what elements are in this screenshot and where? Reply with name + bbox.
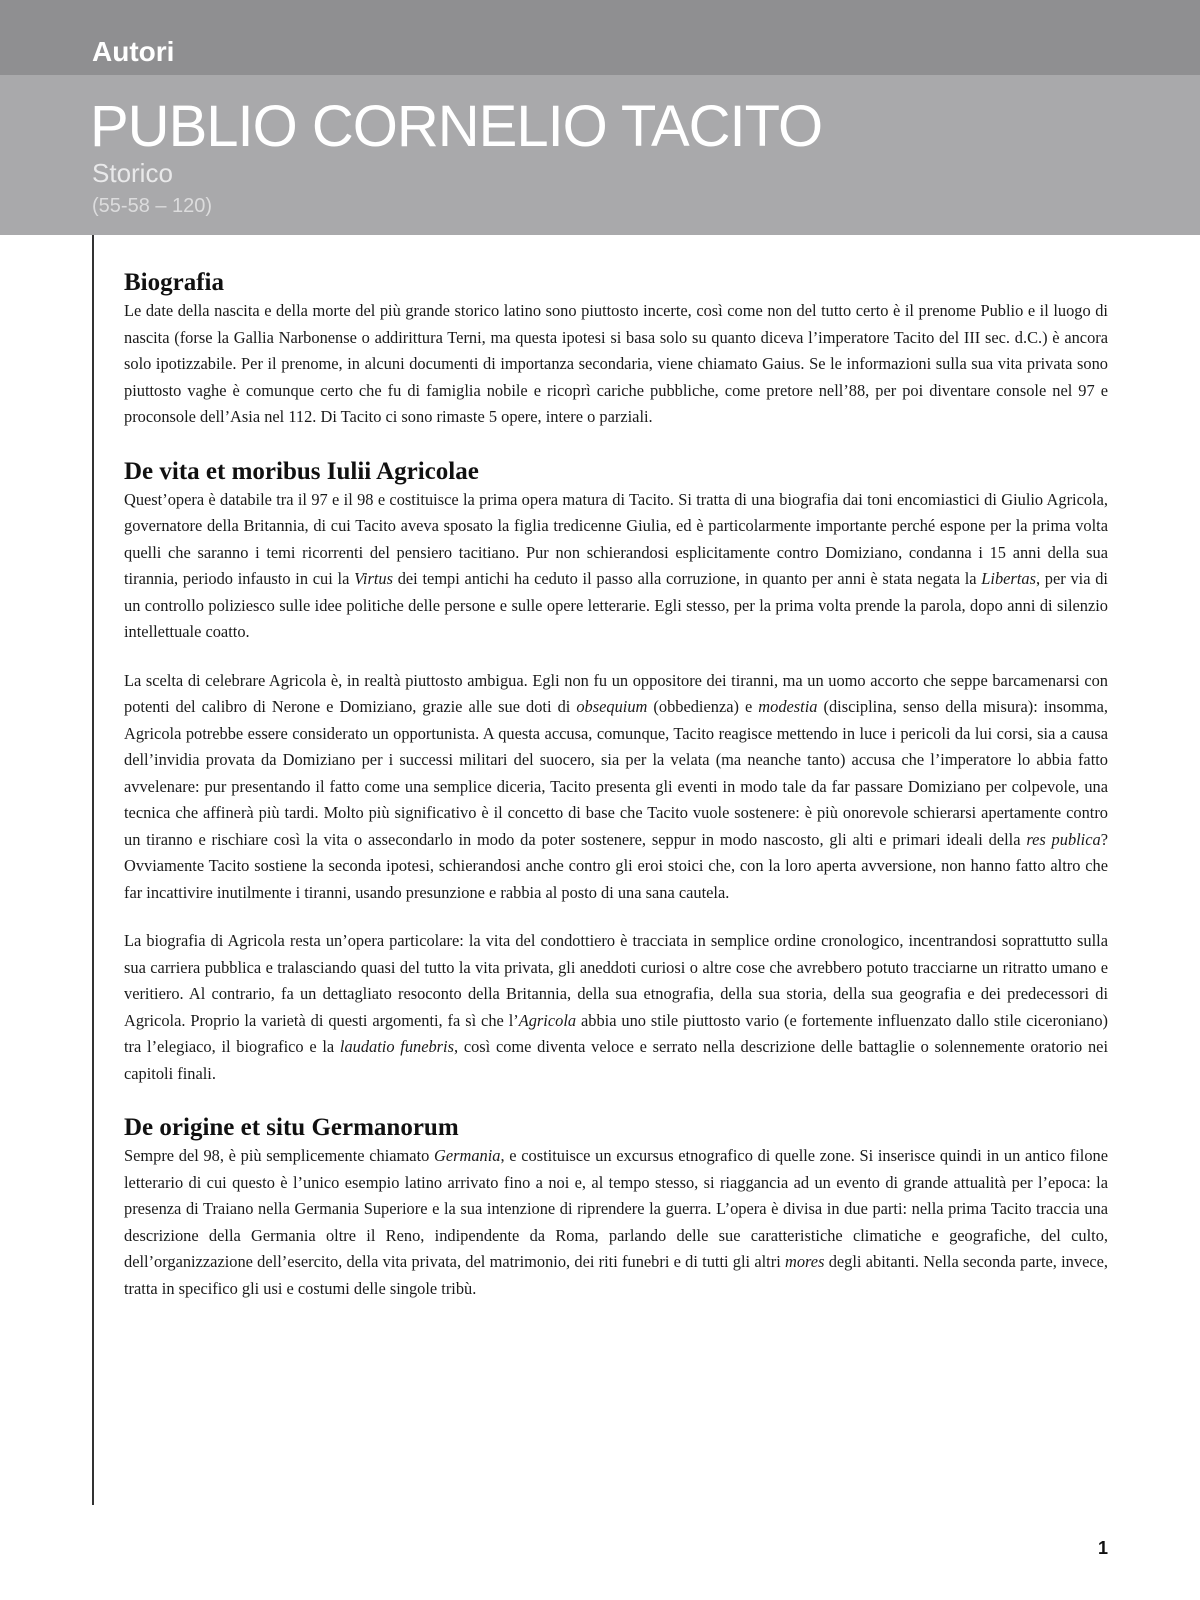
text-run: Le date della nascita e della morte del più grande storico latino sono piuttosto incerte, così come non del tutto certo è il prenome Publio e il luogo di nascita (forse la Gallia Narbonense o addirittura Terni, ma questa ipotesi si basa solo su quanto diceva l’imperatore Tacito del III sec. d.C.) è ancora solo ipotizzabile. Per il prenome, in alcuni documenti di importanza secondaria, viene chiamato Gaius. Se le informazioni sulla sua vita privata sono piuttosto vaghe è comunque certo che fu di famiglia nobile e ricoprì cariche pubbliche, come pretore nell’88, per poi diventare console nel 97 e proconsole dell’Asia nel 112. Di Tacito ci sono rimaste 5 opere, intere o parziali. (124, 301, 1108, 426)
text-run: , per via di un controllo poliziesco sulle idee politiche delle persone e sulle opere letterarie. Egli stesso, per la prima volta prende la parola, dopo anni di silenzio intellettuale coatto. (124, 569, 1108, 641)
text-run: dei tempi antichi ha ceduto il passo alla corruzione, in quanto per anni è stata negata la (392, 569, 982, 588)
text-run: (obbedienza) e (647, 697, 759, 716)
italic-term: obsequium (576, 697, 648, 716)
text-run: Sempre del 98, è più semplicemente chiamato (124, 1146, 435, 1165)
italic-term: Germania (434, 1146, 501, 1165)
paragraph (124, 298, 1108, 431)
italic-term: res publica (1026, 829, 1101, 849)
paragraph (124, 928, 1108, 1087)
margin-rule (92, 235, 94, 1505)
section-category: Autori (92, 36, 175, 67)
text-run: abbia uno stile piuttosto vario (e fortemente influenzato dallo stile ciceroniano) tra l’elegiaco, il biografico e la (124, 1010, 1108, 1056)
text-run: degli abitanti. Nella seconda parte, invece, tratta in specifico gli usi e costumi delle singole tribù. (124, 1252, 1108, 1298)
text-run: La biografia di Agricola resta un’opera particolare: la vita del condottiero è tracciata in semplice ordine cronologico, incentrandosi soprattutto sulla sua carriera pubblica e tralasciando quasi del tutto la vita privata, gli aneddoti curiosi o altre cose che avrebbero potuto tracciarne un ritratto umano e veritiero. Al contrario, fa un dettagliato resoconto della Britannia, della sua etnografia, della sua storia, della sua geografia e dei predecessori di Agricola. Proprio la varietà di questi argomenti, fa sì che l’ (124, 931, 1108, 1030)
italic-term: mores (785, 1252, 825, 1271)
text-run: , e costituisce un excursus etnografico di quelle zone. Si inserisce quindi in un antico filone letterario di cui questo è l’unico esempio latino arrivato fino a noi e, al tempo stesso, si riaggancia ad un evento di grande attualità per l’epoca: la presenza di Traiano nella Germania Superiore e la sua intenzione di riprendere la guerra. L’opera è divisa in due parti: nella prima Tacito traccia una descrizione della Germania oltre il Reno, indipendente da Roma, parlando delle sue caratteristiche climatiche e geografiche, del culto, dell’organizzazione dell’esercito, della vita privata, del matrimonio, dei riti funebri e di tutti gli altri (124, 1146, 1108, 1271)
heading-agricola: De vita et moribus Iulii Agricolae (124, 457, 479, 485)
author-title: PUBLIO CORNELIO TACITO (90, 94, 823, 159)
author-dates: (55-58 – 120) (92, 195, 213, 217)
text-run: Quest’opera è databile tra il 97 e il 98 e costituisce la prima opera matura di Tacito. Si tratta di una biografia dai toni encomiastici di Giulio Agricola, governatore della Britannia, di cui Tacito aveva sposato la figlia tredicenne Giulia, ed è particolarmente importante perché espone per la prima volta quelli che saranno i temi ricorrenti del pensiero tacitiano. Pur non schierandosi esplicitamente contro Domiziano, condanna i 15 anni della sua tirannia, periodo infausto in cui la (124, 489, 1108, 588)
heading-germania: De origine et situ Germanorum (124, 1114, 459, 1141)
italic-term: laudatio funebris (339, 1037, 454, 1056)
text-run: (disciplina, senso della misura): insomma, Agricola potrebbe essere considerato un opportunista. A questa accusa, comunque, Tacito reagisce mettendo in luce i pericoli da lui corsi, sia a causa dell’invidia provata da Domiziano per i successi militari del suocero, sia per la velata (ma neanche tanto) accusa che l’imperatore lo abbia fatto avvelenare: pur presentando il fatto come una semplice diceria, Tacito presenta gli eventi in modo tale da far passare Domiziano per colpevole, una tecnica che affinerà più tardi. Molto più significativo è il concetto di base che Tacito vuole sostenere: è più onorevole schierarsi apertamente contro un tiranno e rischiare così la vita o assecondarlo in modo da poter sostenere, seppur in modo nascosto, gli alti e primari ideali della (124, 697, 1108, 849)
paragraph (124, 668, 1108, 907)
header-top-band (0, 0, 1200, 75)
italic-term: Libertas (981, 569, 1036, 588)
italic-term: Agricola (518, 1010, 577, 1030)
text-run: La scelta di celebrare Agricola è, in realtà piuttosto ambigua. Egli non fu un oppositore dei tiranni, ma un uomo accorto che seppe barcamenarsi con potenti del calibro di Nerone e Domiziano, grazie alle sue doti di (124, 670, 1108, 716)
text-run: , così come diventa veloce e serrato nella descrizione delle battaglie o solennemente oratorio nei capitoli finali. (124, 1037, 1108, 1083)
heading-biografia: Biografia (124, 269, 224, 296)
paragraph (124, 487, 1108, 646)
text-run: ? Ovviamente Tacito sostiene la seconda ipotesi, schierandosi anche contro gli eroi stoici che, con la loro aperta avversione, non hanno fatto altro che far incattivire inutilmente i tiranni, usando presunzione e rabbia al posto di una sana cautela. (124, 829, 1108, 902)
author-role: Storico (92, 158, 173, 188)
italic-term: Virtus (354, 569, 393, 588)
paragraph (124, 1143, 1108, 1302)
italic-term: modestia (758, 697, 818, 716)
article-body (124, 268, 1108, 1302)
page-number: 1 (1098, 1538, 1109, 1558)
